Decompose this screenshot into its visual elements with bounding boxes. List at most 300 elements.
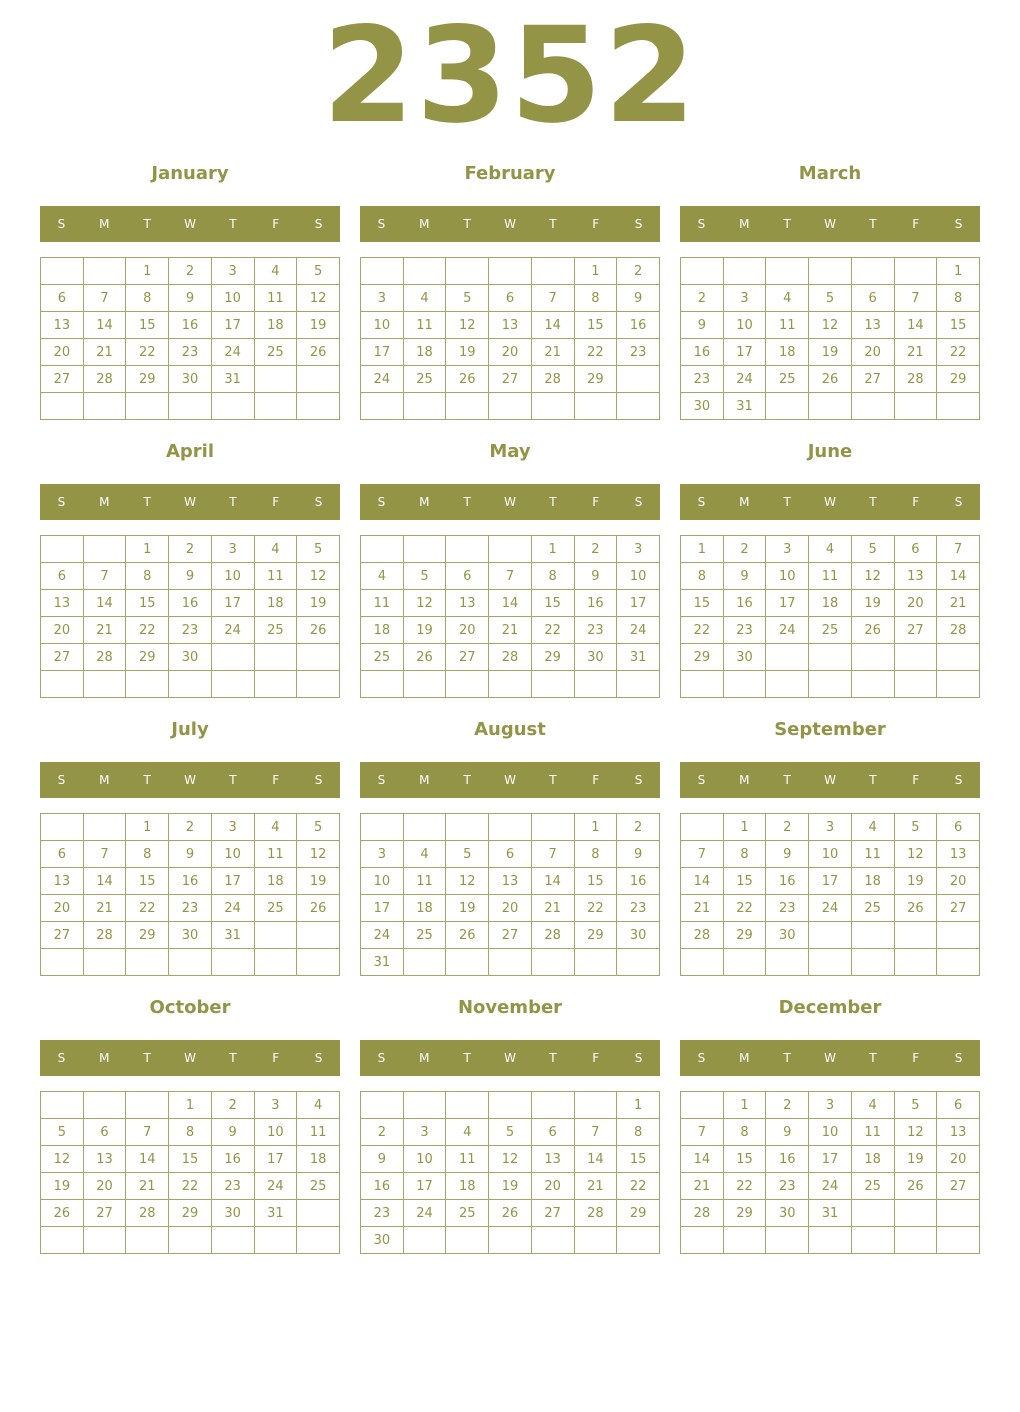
weekday-label: S (57, 1051, 66, 1065)
day-cell: 7 (937, 536, 980, 563)
day-cell: 20 (937, 1146, 980, 1173)
day-cell: 30 (766, 1200, 809, 1227)
day-cell: 17 (809, 1146, 852, 1173)
day-cell: 22 (531, 617, 574, 644)
empty-day-cell (809, 949, 852, 976)
empty-day-cell (403, 258, 446, 285)
day-cell: 14 (489, 590, 532, 617)
week-row (41, 536, 340, 563)
weekday-label: T (869, 217, 877, 231)
weekday-label: T (229, 773, 237, 787)
day-cell: 13 (41, 312, 84, 339)
day-cell: 1 (681, 536, 724, 563)
empty-day-cell (681, 814, 724, 841)
week-row (681, 536, 980, 563)
day-cell: 14 (83, 590, 126, 617)
week-row (41, 949, 340, 976)
day-cell: 11 (446, 1146, 489, 1173)
empty-day-cell (489, 393, 532, 420)
day-cell: 26 (297, 339, 340, 366)
day-cell: 30 (574, 644, 617, 671)
day-cell: 25 (254, 617, 297, 644)
day-cell: 5 (297, 536, 340, 563)
week-row (41, 312, 340, 339)
day-cell: 18 (254, 868, 297, 895)
day-cell: 31 (211, 366, 254, 393)
day-cell: 1 (574, 814, 617, 841)
weekday-label: T (229, 1051, 237, 1065)
empty-day-cell (41, 536, 84, 563)
empty-day-cell (41, 1227, 84, 1254)
empty-day-cell (489, 671, 532, 698)
weekday-label: W (184, 1051, 196, 1065)
day-cell: 14 (574, 1146, 617, 1173)
day-cell: 24 (617, 617, 660, 644)
day-cell: 24 (211, 895, 254, 922)
day-cell: 19 (894, 868, 937, 895)
weekday-header (40, 762, 340, 798)
week-row (41, 922, 340, 949)
weekday-header (680, 484, 980, 520)
day-cell: 12 (297, 563, 340, 590)
day-cell: 30 (211, 1200, 254, 1227)
week-row (41, 868, 340, 895)
empty-day-cell (254, 922, 297, 949)
week-row (681, 1200, 980, 1227)
day-cell: 1 (126, 814, 169, 841)
empty-day-cell (83, 949, 126, 976)
weekday-label: W (184, 495, 196, 509)
empty-day-cell (361, 536, 404, 563)
weekday-label: T (463, 773, 471, 787)
day-cell: 19 (297, 312, 340, 339)
weekday-label: W (504, 1051, 516, 1065)
day-cell: 11 (361, 590, 404, 617)
weekday-label: F (272, 217, 280, 231)
day-cell: 25 (809, 617, 852, 644)
day-cell: 20 (531, 1173, 574, 1200)
empty-day-cell (254, 644, 297, 671)
day-cell: 29 (126, 644, 169, 671)
day-cell: 22 (126, 617, 169, 644)
weekday-label: S (57, 495, 66, 509)
day-cell: 23 (766, 1173, 809, 1200)
empty-day-cell (211, 671, 254, 698)
empty-day-cell (809, 644, 852, 671)
day-cell: 3 (211, 258, 254, 285)
weekday-label: F (592, 773, 600, 787)
empty-day-cell (403, 1227, 446, 1254)
day-cell: 8 (126, 563, 169, 590)
day-cell: 17 (723, 339, 766, 366)
empty-day-cell (297, 366, 340, 393)
empty-day-cell (723, 671, 766, 698)
empty-day-cell (937, 1227, 980, 1254)
weekday-label: T (783, 495, 791, 509)
day-cell: 17 (211, 312, 254, 339)
day-cell: 19 (851, 590, 894, 617)
weekday-label: T (549, 495, 557, 509)
day-cell: 28 (574, 1200, 617, 1227)
day-cell: 9 (211, 1119, 254, 1146)
day-cell: 23 (681, 366, 724, 393)
month-october (40, 996, 340, 1254)
day-cell: 26 (297, 617, 340, 644)
day-cell: 6 (937, 814, 980, 841)
weekday-label: M (739, 1051, 750, 1065)
day-cell: 21 (894, 339, 937, 366)
week-row (41, 814, 340, 841)
day-cell: 9 (617, 285, 660, 312)
day-cell: 1 (574, 258, 617, 285)
weekday-label: M (739, 495, 750, 509)
day-cell: 6 (851, 285, 894, 312)
weekday-label: S (314, 1051, 323, 1065)
day-cell: 25 (361, 644, 404, 671)
week-row (681, 922, 980, 949)
day-cell: 8 (531, 563, 574, 590)
day-cell: 7 (531, 841, 574, 868)
empty-day-cell (937, 393, 980, 420)
day-cell: 23 (211, 1173, 254, 1200)
day-cell: 14 (531, 868, 574, 895)
day-cell: 16 (766, 868, 809, 895)
empty-day-cell (254, 671, 297, 698)
day-cell: 15 (574, 312, 617, 339)
day-cell: 24 (809, 895, 852, 922)
day-cell: 12 (809, 312, 852, 339)
weekday-label: S (634, 1051, 643, 1065)
month-january (40, 162, 340, 420)
weekday-label: F (272, 1051, 280, 1065)
day-cell: 27 (937, 1173, 980, 1200)
day-cell: 22 (681, 617, 724, 644)
day-cell: 3 (723, 285, 766, 312)
empty-day-cell (361, 258, 404, 285)
weekday-label: F (272, 773, 280, 787)
day-cell: 18 (446, 1173, 489, 1200)
day-cell: 17 (617, 590, 660, 617)
day-cell: 19 (446, 339, 489, 366)
day-cell: 28 (489, 644, 532, 671)
day-cell: 8 (574, 285, 617, 312)
day-cell: 7 (894, 285, 937, 312)
day-cell: 30 (361, 1227, 404, 1254)
day-grid (360, 257, 660, 420)
day-cell: 18 (403, 895, 446, 922)
day-cell: 20 (489, 895, 532, 922)
day-cell: 11 (254, 841, 297, 868)
weekday-label: F (912, 773, 920, 787)
day-cell: 25 (851, 895, 894, 922)
empty-day-cell (126, 1227, 169, 1254)
weekday-label: F (912, 1051, 920, 1065)
day-grid (40, 813, 340, 976)
week-row (361, 1119, 660, 1146)
week-row (41, 1173, 340, 1200)
day-cell: 21 (681, 895, 724, 922)
empty-day-cell (489, 258, 532, 285)
day-cell: 28 (681, 1200, 724, 1227)
empty-day-cell (41, 1092, 84, 1119)
weekday-label: M (99, 1051, 110, 1065)
day-cell: 8 (574, 841, 617, 868)
empty-day-cell (574, 393, 617, 420)
weekday-label: W (824, 495, 836, 509)
empty-day-cell (41, 949, 84, 976)
empty-day-cell (169, 949, 212, 976)
day-cell: 22 (617, 1173, 660, 1200)
empty-day-cell (574, 671, 617, 698)
weekday-label: S (314, 495, 323, 509)
day-cell: 11 (851, 841, 894, 868)
weekday-label: S (697, 1051, 706, 1065)
day-cell: 9 (169, 563, 212, 590)
day-cell: 13 (489, 312, 532, 339)
empty-day-cell (809, 1227, 852, 1254)
empty-day-cell (894, 1227, 937, 1254)
day-cell: 3 (809, 814, 852, 841)
day-cell: 17 (403, 1173, 446, 1200)
week-row (361, 895, 660, 922)
day-cell: 16 (211, 1146, 254, 1173)
day-cell: 29 (617, 1200, 660, 1227)
day-cell: 13 (894, 563, 937, 590)
empty-day-cell (489, 1092, 532, 1119)
day-cell: 15 (126, 312, 169, 339)
day-cell: 30 (169, 644, 212, 671)
day-cell: 14 (126, 1146, 169, 1173)
day-cell: 10 (766, 563, 809, 590)
day-cell: 10 (211, 563, 254, 590)
empty-day-cell (489, 1227, 532, 1254)
day-cell: 1 (723, 814, 766, 841)
day-cell: 23 (574, 617, 617, 644)
weekday-label: S (954, 495, 963, 509)
day-cell: 6 (489, 841, 532, 868)
week-row (681, 285, 980, 312)
day-cell: 28 (894, 366, 937, 393)
day-cell: 9 (766, 1119, 809, 1146)
empty-day-cell (403, 814, 446, 841)
empty-day-cell (169, 671, 212, 698)
day-cell: 9 (169, 841, 212, 868)
weekday-label: S (954, 217, 963, 231)
week-row (41, 258, 340, 285)
day-cell: 10 (361, 312, 404, 339)
day-cell: 21 (937, 590, 980, 617)
empty-day-cell (681, 1092, 724, 1119)
month-name: October (149, 997, 231, 1018)
day-cell: 10 (361, 868, 404, 895)
week-row (361, 617, 660, 644)
day-cell: 10 (254, 1119, 297, 1146)
empty-day-cell (574, 949, 617, 976)
day-cell: 28 (681, 922, 724, 949)
day-cell: 8 (617, 1119, 660, 1146)
day-cell: 27 (894, 617, 937, 644)
empty-day-cell (446, 258, 489, 285)
empty-day-cell (851, 671, 894, 698)
day-cell: 26 (489, 1200, 532, 1227)
day-cell: 31 (617, 644, 660, 671)
day-cell: 12 (894, 841, 937, 868)
weekday-header (360, 1040, 660, 1076)
day-cell: 6 (937, 1092, 980, 1119)
day-cell: 3 (211, 536, 254, 563)
day-cell: 15 (126, 868, 169, 895)
empty-day-cell (41, 671, 84, 698)
week-row (41, 841, 340, 868)
day-cell: 15 (937, 312, 980, 339)
week-row (41, 644, 340, 671)
day-cell: 5 (446, 285, 489, 312)
weekday-label: S (314, 773, 323, 787)
empty-day-cell (766, 258, 809, 285)
weekday-header (40, 1040, 340, 1076)
empty-day-cell (894, 1200, 937, 1227)
day-cell: 8 (681, 563, 724, 590)
day-cell: 13 (531, 1146, 574, 1173)
day-cell: 5 (446, 841, 489, 868)
weekday-label: S (314, 217, 323, 231)
week-row (681, 366, 980, 393)
day-cell: 10 (617, 563, 660, 590)
day-cell: 28 (83, 922, 126, 949)
empty-day-cell (446, 1227, 489, 1254)
empty-day-cell (211, 949, 254, 976)
weekday-label: S (377, 217, 386, 231)
day-cell: 23 (617, 895, 660, 922)
week-row (361, 644, 660, 671)
weekday-label: T (549, 1051, 557, 1065)
week-row (361, 1092, 660, 1119)
empty-day-cell (574, 1227, 617, 1254)
week-row (361, 312, 660, 339)
day-cell: 5 (489, 1119, 532, 1146)
day-grid (360, 1091, 660, 1254)
day-cell: 4 (254, 258, 297, 285)
day-cell: 16 (169, 868, 212, 895)
day-cell: 15 (723, 1146, 766, 1173)
empty-day-cell (254, 393, 297, 420)
day-cell: 2 (169, 536, 212, 563)
day-cell: 19 (489, 1173, 532, 1200)
day-cell: 12 (41, 1146, 84, 1173)
month-name: January (151, 163, 229, 184)
day-cell: 3 (617, 536, 660, 563)
empty-day-cell (446, 671, 489, 698)
day-cell: 9 (723, 563, 766, 590)
month-february (360, 162, 660, 420)
day-cell: 6 (41, 563, 84, 590)
day-cell: 27 (41, 644, 84, 671)
day-cell: 22 (169, 1173, 212, 1200)
day-cell: 15 (574, 868, 617, 895)
day-cell: 5 (297, 814, 340, 841)
day-cell: 10 (211, 841, 254, 868)
day-cell: 17 (254, 1146, 297, 1173)
week-row (361, 841, 660, 868)
day-cell: 7 (83, 563, 126, 590)
month-june (680, 440, 980, 698)
week-row (361, 366, 660, 393)
month-december (680, 996, 980, 1254)
week-row (41, 285, 340, 312)
day-cell: 29 (126, 922, 169, 949)
empty-day-cell (531, 393, 574, 420)
day-cell: 14 (937, 563, 980, 590)
day-cell: 18 (851, 1146, 894, 1173)
weekday-label: T (143, 1051, 151, 1065)
day-cell: 8 (126, 841, 169, 868)
day-cell: 30 (169, 366, 212, 393)
day-cell: 29 (723, 922, 766, 949)
week-row (361, 814, 660, 841)
day-cell: 29 (126, 366, 169, 393)
day-cell: 4 (446, 1119, 489, 1146)
day-cell: 24 (361, 922, 404, 949)
empty-day-cell (894, 922, 937, 949)
day-cell: 15 (617, 1146, 660, 1173)
day-cell: 4 (403, 285, 446, 312)
day-cell: 18 (297, 1146, 340, 1173)
day-cell: 7 (574, 1119, 617, 1146)
day-cell: 11 (297, 1119, 340, 1146)
day-cell: 11 (254, 563, 297, 590)
day-cell: 14 (83, 868, 126, 895)
weekday-header (360, 206, 660, 242)
empty-day-cell (681, 671, 724, 698)
empty-day-cell (851, 644, 894, 671)
day-cell: 17 (766, 590, 809, 617)
day-grid (40, 535, 340, 698)
weekday-label: F (912, 495, 920, 509)
day-cell: 16 (169, 312, 212, 339)
weekday-label: M (739, 773, 750, 787)
day-cell: 31 (723, 393, 766, 420)
weekday-label: S (377, 773, 386, 787)
day-cell: 21 (83, 617, 126, 644)
day-cell: 16 (361, 1173, 404, 1200)
day-cell: 2 (574, 536, 617, 563)
weekday-header (680, 762, 980, 798)
weekday-label: T (869, 1051, 877, 1065)
week-row (41, 366, 340, 393)
empty-day-cell (809, 258, 852, 285)
weekday-label: M (419, 1051, 430, 1065)
empty-day-cell (297, 1200, 340, 1227)
weekday-header (360, 762, 660, 798)
weekday-label: T (869, 773, 877, 787)
day-cell: 18 (403, 339, 446, 366)
day-cell: 12 (297, 285, 340, 312)
empty-day-cell (489, 949, 532, 976)
day-cell: 27 (851, 366, 894, 393)
day-cell: 22 (126, 339, 169, 366)
day-cell: 26 (851, 617, 894, 644)
day-cell: 10 (723, 312, 766, 339)
day-cell: 7 (681, 1119, 724, 1146)
month-name: February (464, 163, 556, 184)
empty-day-cell (361, 814, 404, 841)
day-cell: 7 (83, 841, 126, 868)
day-cell: 23 (723, 617, 766, 644)
empty-day-cell (531, 671, 574, 698)
day-cell: 13 (41, 868, 84, 895)
weekday-header (40, 206, 340, 242)
weekday-label: T (549, 217, 557, 231)
